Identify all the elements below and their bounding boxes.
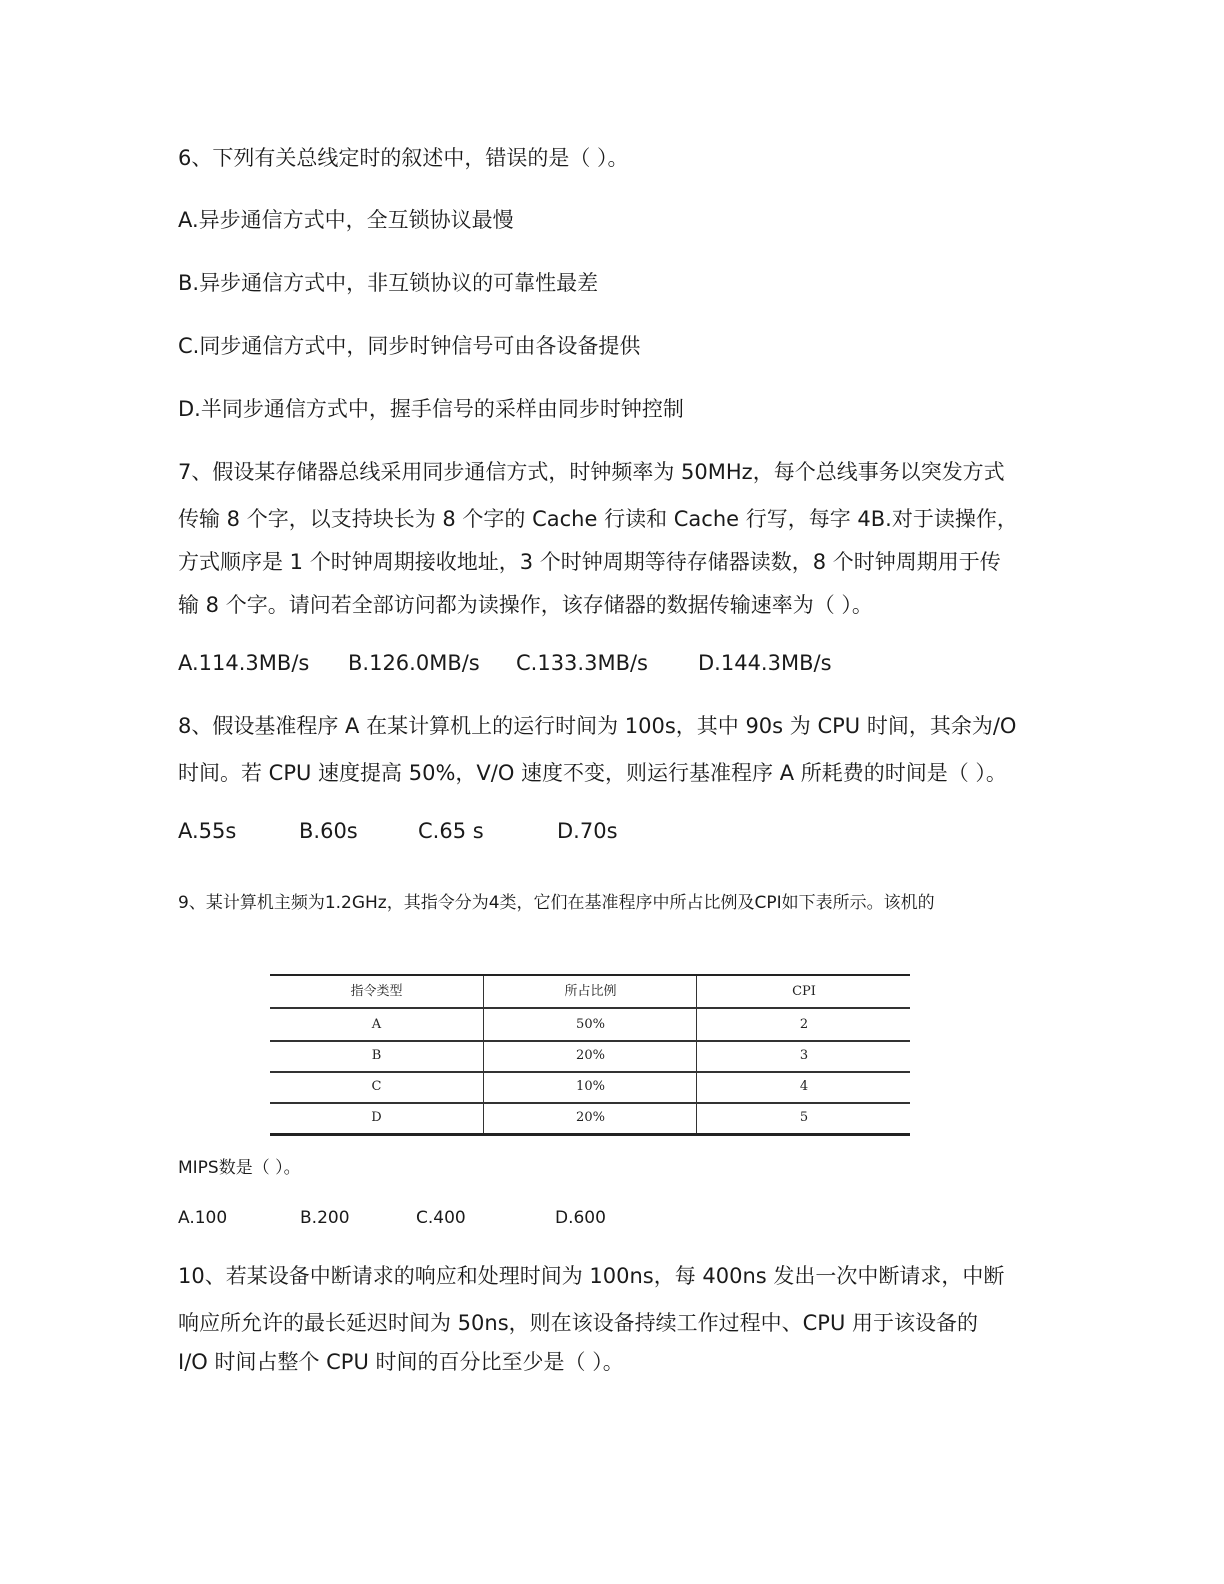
table-cell: 3: [696, 1040, 911, 1071]
q6-stem: 6、下列有关总线定时的叙述中，错误的是（ ）。: [178, 146, 629, 170]
q7-line-3: 方式顺序是 1 个时钟周期接收地址，3 个时钟周期等待存储器读数，8 个时钟周期用于传: [178, 550, 1001, 574]
table-cell: 50%: [483, 1009, 697, 1040]
table-row: [270, 1102, 910, 1136]
table-cell: 5: [696, 1102, 911, 1133]
q10-line-3: I/O 时间占整个 CPU 时间的百分比至少是（ ）。: [178, 1350, 624, 1374]
q6-option-d: D.半同步通信方式中，握手信号的采样由同步时钟控制: [178, 397, 684, 421]
q8-option-c: C.65 s: [418, 819, 484, 843]
table-cell: A: [371, 1017, 382, 1032]
q8-option-b: B.60s: [299, 819, 358, 843]
q9-tail: MIPS数是（ ）。: [178, 1158, 301, 1178]
q9-option-a: A.100: [178, 1208, 228, 1228]
table-cell: 4: [696, 1071, 911, 1102]
q7-line-2: 传输 8 个字，以支持块长为 8 个字的 Cache 行读和 Cache 行写，每字 4B.对于读操作，: [178, 507, 1018, 531]
q9-option-b: B.200: [300, 1208, 350, 1228]
table-header-cell: 指令类型: [350, 984, 403, 999]
table-cell: C: [371, 1079, 382, 1094]
q6-option-a: A.异步通信方式中，全互锁协议最慢: [178, 208, 514, 232]
table-cell: 20%: [483, 1040, 697, 1071]
q7-line-1: 7、假设某存储器总线采用同步通信方式，时钟频率为 50MHz，每个总线事务以突发方式: [178, 460, 1005, 484]
q7-line-4: 输 8 个字。请问若全部访问都为读操作，该存储器的数据传输速率为（ ）。: [178, 593, 873, 617]
q8-line-2: 时间。若 CPU 速度提高 50%，V/O 速度不变，则运行基准程序 A 所耗费的时间是（ ）。: [178, 761, 1007, 785]
table-cell: 20%: [483, 1102, 697, 1133]
q9-option-c: C.400: [416, 1208, 466, 1228]
table-cell: B: [371, 1048, 382, 1063]
q9-option-d: D.600: [555, 1208, 606, 1228]
table-header-cell: CPI: [696, 976, 911, 1007]
q7-option-b: B.126.0MB/s: [348, 651, 480, 675]
table-cell: D: [371, 1110, 382, 1125]
table-cell: 10%: [483, 1071, 697, 1102]
table-row: [270, 1009, 910, 1042]
q8-line-1: 8、假设基准程序 A 在某计算机上的运行时间为 100s，其中 90s 为 CPU 时间，其余为/O: [178, 714, 1017, 738]
q7-option-d: D.144.3MB/s: [698, 651, 832, 675]
q7-option-c: C.133.3MB/s: [516, 651, 648, 675]
q8-option-a: A.55s: [178, 819, 237, 843]
q6-option-c: C.同步通信方式中，同步时钟信号可由各设备提供: [178, 334, 641, 358]
q6-option-b: B.异步通信方式中，非互锁协议的可靠性最差: [178, 271, 599, 295]
q8-option-d: D.70s: [557, 819, 618, 843]
q9-stem: 9、某计算机主频为1.2GHz，其指令分为4类，它们在基准程序中所占比例及CPI如下表所示。该机的: [178, 893, 935, 913]
q10-line-2: 响应所允许的最长延迟时间为 50ns，则在该设备持续工作过程中、CPU 用于该设备的: [178, 1311, 979, 1335]
table-row: [270, 1071, 910, 1104]
table-header-cell: 所占比例: [483, 976, 697, 1007]
q7-option-a: A.114.3MB/s: [178, 651, 310, 675]
q10-line-1: 10、若某设备中断请求的响应和处理时间为 100ns，每 400ns 发出一次中断请求，中断: [178, 1264, 1005, 1288]
table-row: [270, 1040, 910, 1073]
table-cell: 2: [696, 1009, 911, 1040]
table-header-row: [270, 976, 910, 1009]
